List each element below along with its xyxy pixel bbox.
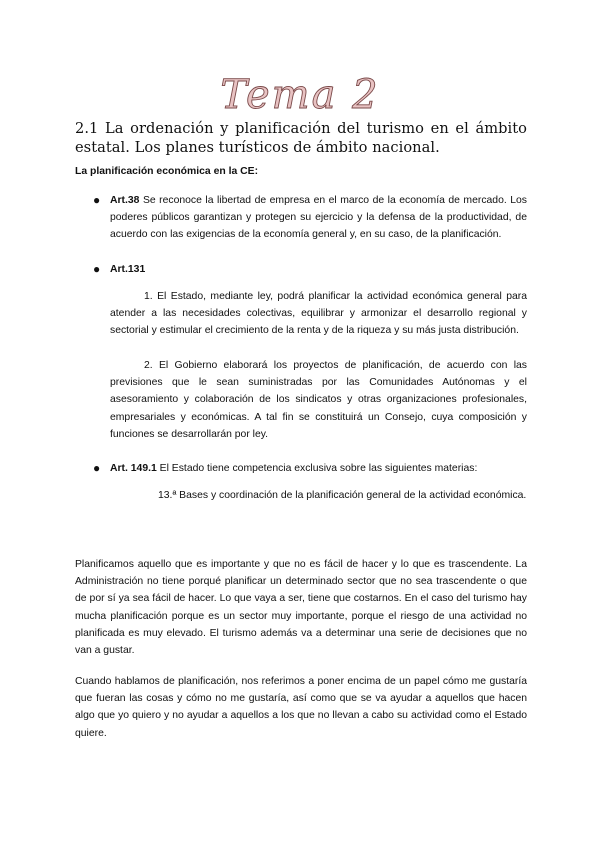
bullet-art131: ● — [93, 262, 101, 276]
art149-text: El Estado tiene competencia exclusiva sobre las siguientes materias: — [156, 463, 478, 474]
art131-label: Art.131 — [110, 264, 146, 275]
title-graphic — [200, 70, 400, 116]
body-paragraph-2: Cuando hablamos de planificación, nos referimos a poner encima de un papel cómo me gustaría que fueran las cosas y cómo no me gustaría, así como que se va ayudar a aquellos que hacen algo que yo quiero y no ayudar a aquellos a los que no llevan a cabo su actividad como el Estado quiere. — [75, 676, 527, 739]
art149-item: 13.ª Bases y coordinación de la planificación general de la actividad económica. — [158, 490, 527, 501]
subheading: La planificación económica en la CE: — [75, 166, 259, 177]
section-heading: 2.1 La ordenación y planificación del turismo en el ámbito estatal. Los planes turísticos de ámbito nacional. — [75, 120, 527, 156]
title-banner — [0, 70, 600, 116]
body-paragraph-1: Planificamos aquello que es importante y que no es fácil de hacer y lo que es trascendente. La Administración no tiene porqué planificar un determinado sector que no sea trascendente o que de por sí ya sea fácil de hacer. Lo que vaya a ser, tiene que costarnos. En el caso del turismo hay mucha planificación porque es un sector muy importante, porque el riesgo de una actividad no planificada es muy elevado. El turismo además va a determinar una serie de decisiones que no van a gustar. — [75, 559, 527, 657]
bullet-art149: ● — [93, 461, 101, 475]
art38-label: Art.38 — [110, 195, 140, 206]
document-title: Tema 2 — [220, 72, 380, 116]
art38-paragraph — [110, 192, 527, 244]
art149-label: Art. 149.1 — [110, 463, 157, 474]
art149-paragraph — [110, 460, 527, 477]
art131-item-2: 2. El Gobierno elaborará los proyectos de planificación, de acuerdo con las previsiones que le sean suministradas por las Comunidades Autónomas y el asesoramiento y colaboración de los sindicatos y otras organizaciones profesionales, empresariales y económicas. A tal fin se constituirá un Consejo, cuya composición y funciones se desarrollarán por ley. — [110, 360, 527, 440]
art38-text: Se reconoce la libertad de empresa en el marco de la economía de mercado. Los poderes públicos garantizan y protegen su ejercicio y la defensa de la productividad, de acuerdo con las exigencias de la economía general y, en su caso, de la planificación. — [110, 195, 527, 241]
art131-item-1: 1. El Estado, mediante ley, podrá planificar la actividad económica general para atender a las necesidades colectivas, equilibrar y armonizar el desarrollo regional y sectorial y estimular el crecimiento de la renta y de la riqueza y su más justa distribución. — [110, 291, 527, 337]
bullet-art38: ● — [93, 193, 101, 207]
